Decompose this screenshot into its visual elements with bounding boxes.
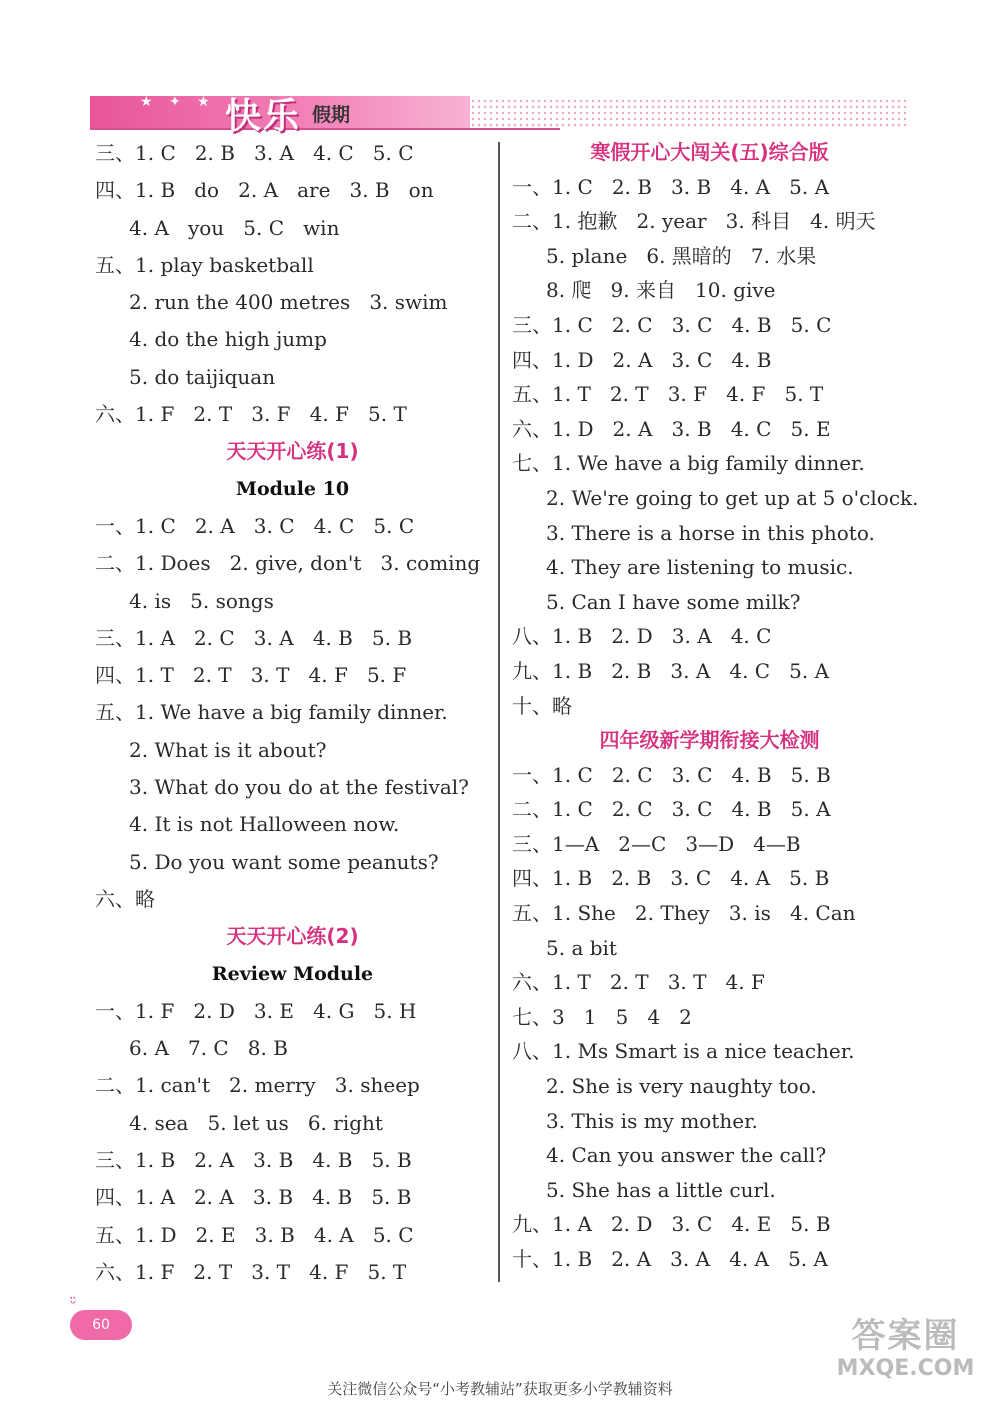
answer-line: 五、1. T 2. T 3. F 4. F 5. T: [512, 382, 824, 407]
answer-line: 5. plane 6. 黑暗的 7. 水果: [546, 243, 817, 268]
answer-line: 二、1. C 2. C 3. C 4. B 5. A: [512, 797, 831, 822]
answer-line: 十、略: [512, 693, 572, 718]
section-heading: 天天开心练(1): [226, 439, 359, 464]
answer-line: 六、1. D 2. A 3. B 4. C 5. E: [512, 416, 831, 441]
answer-line: 四、1. D 2. A 3. C 4. B: [512, 347, 772, 372]
column-divider: [498, 142, 500, 1282]
footer-note: 关注微信公众号“小考教辅站”获取更多小学教辅资料: [327, 1380, 673, 1398]
answer-line: 二、1. 抱歉 2. year 3. 科目 4. 明天: [512, 209, 876, 234]
answer-line: 5. do taijiquan: [129, 364, 276, 389]
answer-line: 七、1. We have a big family dinner.: [512, 451, 865, 476]
answer-line: 2. We're going to get up at 5 o'clock.: [546, 485, 919, 510]
answer-line: 六、略: [95, 886, 155, 911]
answer-line: 九、1. A 2. D 3. C 4. E 5. B: [512, 1212, 831, 1237]
answer-line: 4. do the high jump: [129, 327, 327, 352]
answer-line: 3. There is a horse in this photo.: [546, 520, 875, 545]
answer-line: 三、1. A 2. C 3. A 4. B 5. B: [95, 625, 413, 650]
answer-line: 四、1. B 2. B 3. C 4. A 5. B: [512, 866, 830, 891]
answer-line: 2. She is very naughty too.: [546, 1074, 817, 1099]
answer-line: 2. What is it about?: [129, 737, 327, 762]
section-heading: 天天开心练(2): [226, 924, 359, 949]
banner-subtitle: 假期: [312, 104, 351, 126]
banner-title: 快乐: [225, 96, 302, 137]
answer-line: 四、1. A 2. A 3. B 4. B 5. B: [95, 1185, 412, 1210]
answer-line: 二、1. can't 2. merry 3. sheep: [95, 1073, 420, 1098]
answer-line: 一、1. C 2. A 3. C 4. C 5. C: [95, 513, 415, 538]
banner-underline: [90, 128, 560, 130]
answer-line: 8. 爬 9. 来自 10. give: [546, 278, 776, 303]
answer-line: 六、1. F 2. T 3. T 4. F 5. T: [95, 1259, 407, 1284]
answer-line: 五、1. We have a big family dinner.: [95, 700, 448, 725]
answer-line: 4. Can you answer the call?: [546, 1143, 827, 1168]
answer-line: 一、1. F 2. D 3. E 4. G 5. H: [95, 998, 417, 1023]
answer-line: 2. run the 400 metres 3. swim: [129, 290, 448, 315]
answer-line: 4. It is not Halloween now.: [129, 812, 400, 837]
answer-line: 5. Do you want some peanuts?: [129, 849, 439, 874]
answer-line: 二、1. Does 2. give, don't 3. coming: [95, 551, 481, 576]
answer-line: 3. This is my mother.: [546, 1108, 758, 1133]
answer-line: 4. A you 5. C win: [129, 215, 340, 240]
answer-line: 三、1—A 2—C 3—D 4—B: [512, 831, 801, 856]
right-column: [512, 135, 919, 1277]
answer-line: 5. She has a little curl.: [546, 1177, 776, 1202]
star-decoration-icon: ★ ✦ ★: [140, 94, 216, 110]
header-banner: [90, 88, 910, 137]
answer-line: 六、1. F 2. T 3. F 4. F 5. T: [95, 402, 407, 427]
answer-line: 四、1. T 2. T 3. T 4. F 5. F: [95, 663, 407, 688]
module-title: Review Module: [211, 962, 374, 985]
watermark-line2: MXQE.COM: [836, 1356, 975, 1381]
watermark-line1: 答案圈: [851, 1316, 960, 1356]
left-column: [95, 135, 490, 1291]
answer-line: 一、1. C 2. B 3. B 4. A 5. A: [512, 174, 830, 199]
answer-line: 十、1. B 2. A 3. A 4. A 5. A: [512, 1247, 828, 1271]
answer-line: 三、1. B 2. A 3. B 4. B 5. B: [95, 1148, 412, 1173]
section-heading: 寒假开心大闯关(五)综合版: [590, 140, 829, 164]
answer-line: 3. What do you do at the festival?: [129, 775, 469, 800]
module-title: Module 10: [235, 477, 350, 500]
section-heading: 四年级新学期衔接大检测: [599, 728, 820, 753]
answer-line: 九、1. B 2. B 3. A 4. C 5. A: [512, 658, 830, 683]
answer-line: 6. A 7. C 8. B: [129, 1036, 288, 1061]
answer-line: 五、1. D 2. E 3. B 4. A 5. C: [95, 1222, 414, 1247]
answer-line: 五、1. play basketball: [95, 252, 314, 277]
answer-line: 三、1. C 2. B 3. A 4. C 5. C: [95, 141, 414, 165]
answer-line: 一、1. C 2. C 3. C 4. B 5. B: [512, 762, 831, 787]
answer-line: 5. Can I have some milk?: [546, 589, 801, 614]
answer-line: 八、1. B 2. D 3. A 4. C: [512, 624, 772, 649]
answer-line: 七、3 1 5 4 2: [512, 1004, 692, 1029]
answer-line: 4. They are listening to music.: [546, 555, 854, 580]
answer-line: 四、1. B do 2. A are 3. B on: [95, 178, 434, 203]
answer-line: 八、1. Ms Smart is a nice teacher.: [512, 1039, 855, 1064]
answer-line: 三、1. C 2. C 3. C 4. B 5. C: [512, 312, 832, 337]
answer-line: 六、1. T 2. T 3. T 4. F: [512, 970, 765, 995]
page-number: 60: [70, 1310, 132, 1340]
banner-dot-pattern: [470, 98, 910, 128]
answer-line: 4. sea 5. let us 6. right: [129, 1110, 383, 1135]
sprout-icon: ᵕ̈: [70, 1294, 77, 1313]
answer-line: 5. a bit: [546, 935, 617, 960]
answer-line: 五、1. She 2. They 3. is 4. Can: [512, 901, 856, 926]
answer-line: 4. is 5. songs: [129, 588, 274, 613]
